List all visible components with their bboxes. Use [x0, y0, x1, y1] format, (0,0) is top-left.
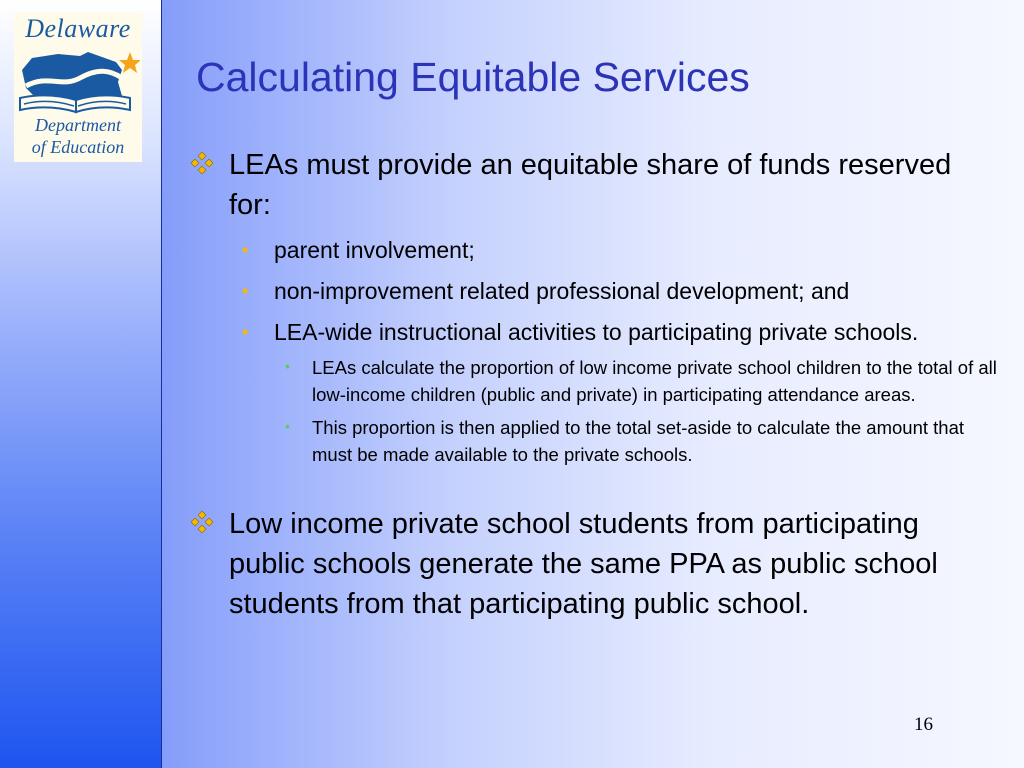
sub-sub-bullet-text: This proportion is then applied to the total set-aside to calculate the amount that must be made available to the private schools. [312, 417, 965, 465]
bullet-item [190, 145, 1000, 225]
sidebar [0, 0, 162, 768]
spacer [190, 468, 1000, 504]
bullet-item [190, 504, 1000, 624]
diamond-bullet-icon [190, 510, 214, 534]
sub-bullet-text: non-improvement related professional development; and [274, 278, 850, 304]
dot-bullet-icon: • [285, 418, 290, 434]
logo-name-bot: of Education [31, 137, 125, 157]
dot-bullet-icon: • [285, 358, 290, 374]
bullet-text: Low income private school students from participating public schools generate the same PPA as public school students from that participating public school. [229, 508, 938, 620]
bullet-text: LEAs must provide an equitable share of funds reserved for: [229, 149, 952, 221]
slide-title: Calculating Equitable Services [196, 54, 750, 100]
sub-bullet-item [190, 235, 1000, 266]
logo-name-mid: Department [35, 115, 121, 135]
sub-sub-bullet-item [190, 414, 1000, 468]
diamond-bullet-icon [190, 151, 214, 175]
dot-bullet-icon: • [242, 281, 249, 301]
logo-name-top: Delaware [25, 14, 131, 43]
sub-bullet-text: parent involvement; [274, 237, 475, 263]
sub-sub-bullet-text: LEAs calculate the proportion of low income private school children to the total of all low-income children (public and private) in participating attendance areas. [312, 357, 997, 405]
sub-bullet-text: LEA-wide instructional activities to participating private schools. [274, 319, 919, 345]
page-number: 16 [914, 714, 933, 735]
dot-bullet-icon: • [242, 240, 249, 260]
delaware-doe-logo [14, 12, 142, 162]
sub-sub-bullet-item [190, 354, 1000, 408]
sub-bullet-item [190, 276, 1000, 307]
slide-content [190, 145, 1000, 624]
star-icon [119, 52, 140, 73]
sub-bullet-item [190, 317, 1000, 348]
dot-bullet-icon: • [242, 322, 249, 342]
state-map-book-icon [18, 48, 140, 116]
